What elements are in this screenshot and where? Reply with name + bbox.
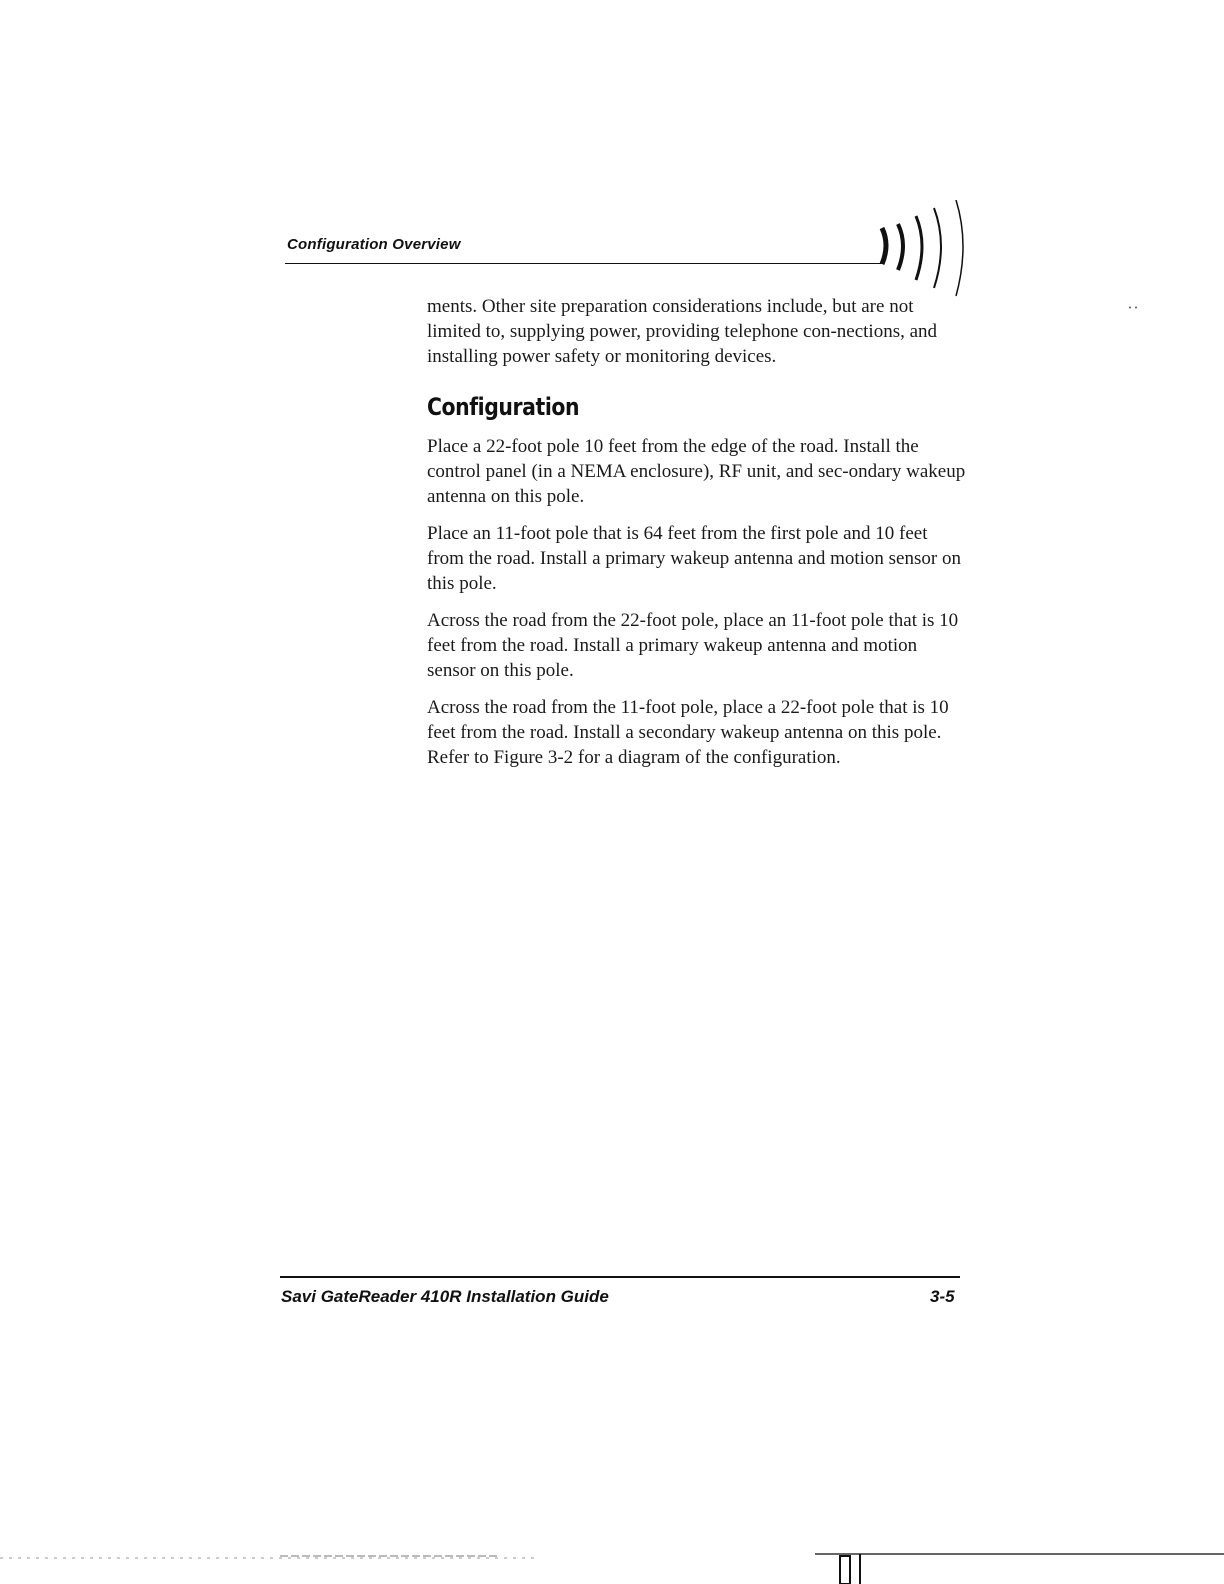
- body-content: [427, 294, 967, 782]
- intro-paragraph: ments. Other site preparation considerations include, but are not limited to, supplying power, providing telephone con-nections, and installing power safety or monitoring devices.: [427, 296, 938, 367]
- footer-rule: [280, 1276, 960, 1278]
- section-heading: Configuration: [427, 393, 580, 421]
- body-paragraph: Across the road from the 22-foot pole, place an 11-foot pole that is 10 feet from the road. Install a primary wakeup antenna and motion sensor on this pole.: [427, 610, 959, 681]
- body-paragraph: Place an 11-foot pole that is 64 feet from the first pole and 10 feet from the road. Install a primary wakeup antenna and motion sensor on this pole.: [427, 523, 961, 594]
- footer-guide-title: Savi GateReader 410R Installation Guide: [281, 1287, 609, 1306]
- body-paragraph: Across the road from the 11-foot pole, place a 22-foot pole that is 10 feet from the road. Install a secondary wakeup antenna on this pole. Refer to Figure 3-2 for a diagram of the configuration.: [427, 697, 949, 768]
- scan-artifact: [1128, 306, 1140, 309]
- body-paragraph: Place a 22-foot pole 10 feet from the edge of the road. Install the control panel (in a NEMA enclosure), RF unit, and sec-ondary wakeup antenna on this pole.: [427, 436, 966, 507]
- running-header-title: Configuration Overview: [287, 236, 461, 253]
- scan-edge-artifact: [0, 1548, 1224, 1584]
- radio-wave-icon: [870, 200, 970, 300]
- footer-page-number: 3-5: [930, 1287, 955, 1306]
- header-rule: [285, 263, 882, 264]
